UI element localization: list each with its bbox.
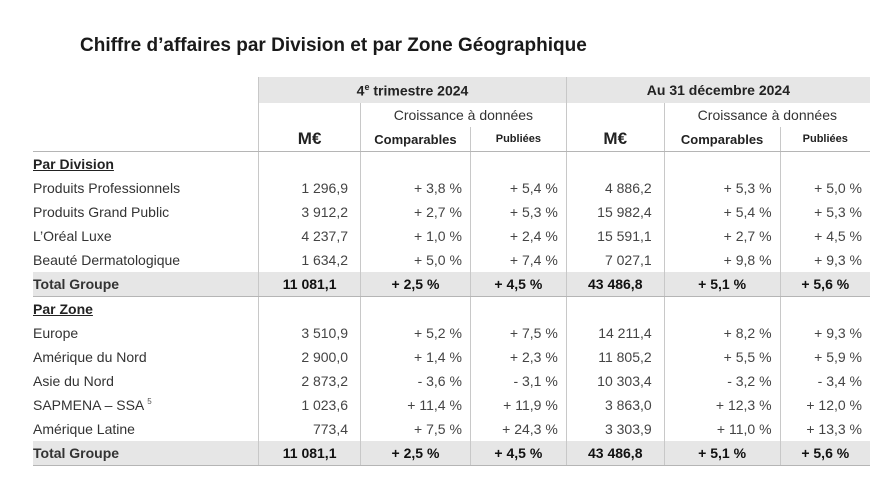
empty-cell	[361, 297, 471, 322]
q4-published-header: Publiées	[470, 127, 566, 152]
table-row	[33, 248, 870, 272]
row-label: Asie du Nord	[33, 373, 114, 389]
row-label: L’Oréal Luxe	[33, 228, 112, 244]
growth-header-row	[33, 103, 870, 127]
period-header-row	[33, 77, 870, 103]
q4-label-text: trimestre 2024	[369, 82, 469, 99]
fy-comp-cell: + 9,8 %	[664, 248, 780, 272]
q4-pub-cell: + 2,3 %	[470, 345, 566, 369]
header-blank-cell	[33, 77, 259, 103]
division-total-row	[33, 272, 870, 297]
empty-cell	[664, 297, 780, 322]
total-fy-comp-cell: + 5,1 %	[664, 272, 780, 297]
header-blank-cell	[33, 127, 259, 152]
q4-label-sup: e	[364, 81, 370, 92]
fy-me-cell: 15 591,1	[566, 224, 664, 248]
q4-me-cell: 773,4	[259, 417, 361, 441]
table-row	[33, 321, 870, 345]
empty-cell	[259, 152, 361, 177]
row-label-cell	[33, 224, 259, 248]
fy-pub-cell: + 9,3 %	[814, 252, 862, 268]
q4-comp-cell: + 5,0 %	[361, 248, 471, 272]
row-label: Produits Professionnels	[33, 180, 181, 196]
row-label: Amérique du Nord	[33, 349, 147, 365]
row-label-cell	[33, 417, 259, 441]
total-label: Total Groupe	[33, 441, 259, 466]
row-label: Europe	[33, 325, 79, 341]
fy-comp-cell: + 11,0 %	[664, 417, 780, 441]
total-q4-me-cell: 11 081,1	[259, 441, 361, 466]
q4-comp-cell: - 3,6 %	[361, 369, 471, 393]
row-label: SAPMENA – SSA	[33, 397, 145, 413]
table-row	[33, 176, 870, 200]
q4-pub-cell: + 2,4 %	[470, 224, 566, 248]
q4-comp-cell: + 3,8 %	[361, 176, 471, 200]
fy-comp-cell: - 3,2 %	[664, 369, 780, 393]
fy-comp-cell: + 8,2 %	[664, 321, 780, 345]
total-label: Total Groupe	[33, 272, 259, 297]
division-section-header	[33, 152, 870, 177]
fy-growth-label: Croissance à données	[697, 107, 837, 123]
fy-comparable-header: Comparables	[664, 127, 780, 152]
q4-me-cell: 2 873,2	[259, 369, 361, 393]
q4-comp-cell: + 7,5 %	[361, 417, 471, 441]
fy-comp-cell: + 5,4 %	[664, 200, 780, 224]
column-header-row	[33, 127, 870, 152]
row-label: Produits Grand Public	[33, 204, 170, 220]
fy-pub-cell: + 5,3 %	[814, 204, 862, 220]
total-q4-comp-cell: + 2,5 %	[361, 272, 471, 297]
fy-pub-cell: - 3,4 %	[817, 373, 862, 389]
empty-cell	[470, 152, 566, 177]
q4-pub-cell: + 5,3 %	[470, 200, 566, 224]
fy-me-cell: 7 027,1	[566, 248, 664, 272]
row-label-cell	[33, 176, 259, 200]
q4-comp-cell: + 11,4 %	[361, 393, 471, 417]
table-row	[33, 224, 870, 248]
fy-me-cell: 3 863,0	[566, 393, 664, 417]
total-fy-me-cell: 43 486,8	[566, 441, 664, 466]
total-fy-pub-cell: + 5,6 %	[780, 272, 870, 297]
row-label: Beauté Dermatologique	[33, 252, 181, 268]
q4-comp-cell: + 1,4 %	[361, 345, 471, 369]
table-row	[33, 417, 870, 441]
empty-cell	[780, 297, 870, 322]
fy-pub-cell: + 12,0 %	[806, 397, 862, 413]
table-row	[33, 369, 870, 393]
fy-pub-cell: + 13,3 %	[806, 421, 862, 437]
fy-unit-header: M€	[566, 127, 664, 152]
zone-total-row	[33, 441, 870, 466]
row-label-cell	[33, 345, 259, 369]
fy-published-header: Publiées	[780, 127, 870, 152]
empty-cell	[566, 152, 664, 177]
row-label-cell	[33, 369, 259, 393]
fy-comp-cell: + 12,3 %	[664, 393, 780, 417]
q4-me-cell: 1 634,2	[259, 248, 361, 272]
section-heading: Par Division	[33, 152, 259, 177]
q4-comp-cell: + 5,2 %	[361, 321, 471, 345]
q4-comp-cell: + 2,7 %	[361, 200, 471, 224]
q4-header	[259, 77, 567, 103]
row-label-cell	[33, 321, 259, 345]
fy-pub-cell: + 9,3 %	[814, 325, 862, 341]
section-heading: Par Zone	[33, 297, 259, 322]
table-row	[33, 200, 870, 224]
empty-cell	[664, 152, 780, 177]
q4-me-cell: 2 900,0	[259, 345, 361, 369]
q4-pub-cell: - 3,1 %	[470, 369, 566, 393]
table-row	[33, 345, 870, 369]
fy-me-cell: 4 886,2	[566, 176, 664, 200]
total-q4-me-cell: 11 081,1	[259, 272, 361, 297]
q4-label-number: 4	[356, 82, 365, 99]
row-label-cell	[33, 248, 259, 272]
empty-cell	[361, 152, 471, 177]
footnote-marker: 5	[147, 397, 152, 407]
revenue-table	[33, 77, 870, 466]
q4-growth-label: Croissance à données	[361, 103, 567, 127]
total-q4-comp-cell: + 2,5 %	[361, 441, 471, 466]
q4-pub-cell: + 24,3 %	[470, 417, 566, 441]
total-fy-pub-cell: + 5,6 %	[780, 441, 870, 466]
empty-cell	[780, 152, 870, 177]
q4-unit-header: M€	[259, 127, 361, 152]
fy-pub-cell: + 5,0 %	[814, 180, 862, 196]
fy-me-cell: 3 303,9	[566, 417, 664, 441]
q4-pub-cell: + 5,4 %	[470, 176, 566, 200]
row-label-cell	[33, 200, 259, 224]
header-blank-cell	[33, 103, 259, 127]
total-q4-pub-cell: + 4,5 %	[470, 441, 566, 466]
q4-comp-cell: + 1,0 %	[361, 224, 471, 248]
fy-pub-cell: + 5,9 %	[814, 349, 862, 365]
q4-me-cell: 3 912,2	[259, 200, 361, 224]
header-blank-cell	[259, 103, 361, 127]
q4-me-cell: 4 237,7	[259, 224, 361, 248]
total-fy-comp-cell: + 5,1 %	[664, 441, 780, 466]
table-row	[33, 393, 870, 417]
fy-me-cell: 15 982,4	[566, 200, 664, 224]
empty-cell	[470, 297, 566, 322]
q4-pub-cell: + 7,4 %	[470, 248, 566, 272]
fy-comp-cell: + 2,7 %	[664, 224, 780, 248]
row-label: Amérique Latine	[33, 421, 135, 437]
q4-pub-cell: + 11,9 %	[470, 393, 566, 417]
fy-pub-cell: + 4,5 %	[814, 228, 862, 244]
page-title: Chiffre d’affaires par Division et par Zone Géographique	[80, 35, 587, 56]
fy-me-cell: 10 303,4	[566, 369, 664, 393]
fy-header: Au 31 décembre 2024	[566, 77, 870, 103]
q4-me-cell: 1 296,9	[259, 176, 361, 200]
header-blank-cell	[566, 103, 664, 127]
q4-me-cell: 3 510,9	[259, 321, 361, 345]
total-fy-me-cell: 43 486,8	[566, 272, 664, 297]
zone-section-header	[33, 297, 870, 322]
fy-comp-cell: + 5,5 %	[664, 345, 780, 369]
fy-me-cell: 14 211,4	[566, 321, 664, 345]
q4-pub-cell: + 7,5 %	[470, 321, 566, 345]
empty-cell	[566, 297, 664, 322]
fy-me-cell: 11 805,2	[566, 345, 664, 369]
q4-me-cell: 1 023,6	[259, 393, 361, 417]
fy-comp-cell: + 5,3 %	[664, 176, 780, 200]
empty-cell	[259, 297, 361, 322]
q4-comparable-header: Comparables	[361, 127, 471, 152]
row-label-cell	[33, 393, 259, 417]
total-q4-pub-cell: + 4,5 %	[470, 272, 566, 297]
